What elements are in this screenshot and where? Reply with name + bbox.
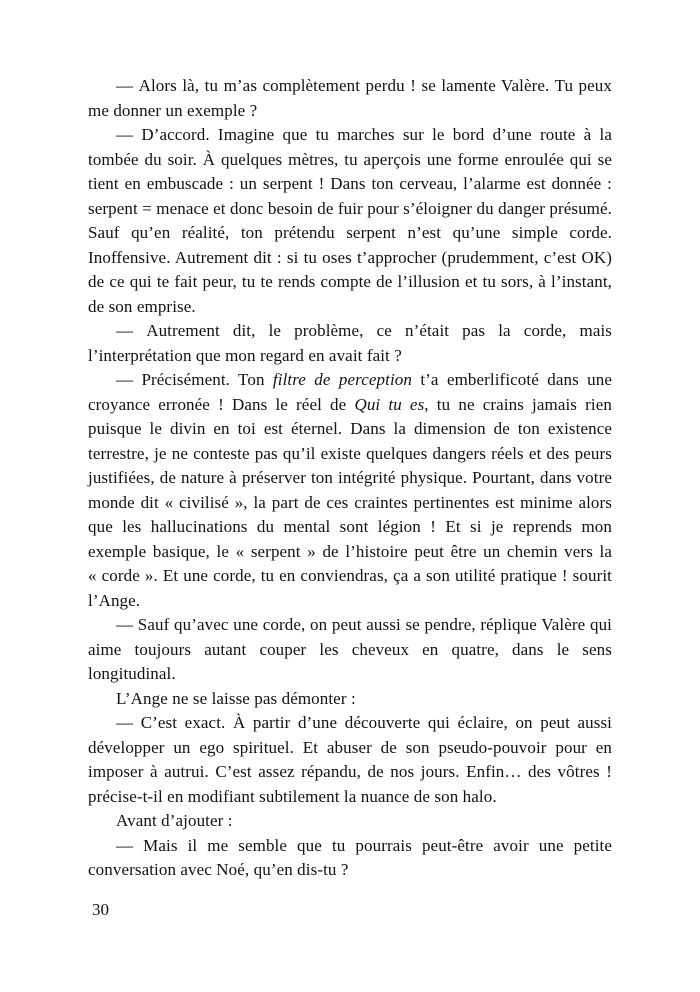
- text-run: — D’accord. Imagine que tu marches sur le bord d’une route à la tombée du soir. À quelques mètres, tu aperçois une forme enroulée qui se tient en embuscade : un serpent ! Dans ton cerveau, l’alarme est donnée : serpent = menace et donc besoin de fuir pour s’éloigner du danger présumé. Sauf qu’en réalité, ton prétendu serpent n’est qu’une simple corde. Inoffensive. Autrement dit : si tu oses t’approcher (prudemment, c’est OK) de ce qui te fait peur, tu te rends compte de l’illusion et tu sors, à l’instant, de son emprise.: [88, 125, 612, 316]
- text-run: — Alors là, tu m’as complètement perdu ! se lamente Valère. Tu peux me donner un exemple ?: [88, 76, 612, 120]
- paragraph: [88, 809, 612, 834]
- text-run: Avant d’ajouter :: [116, 811, 233, 830]
- page-text: [88, 74, 612, 883]
- text-run: — Sauf qu’avec une corde, on peut aussi se pendre, réplique Valère qui aime toujours autant couper les cheveux en quatre, dans le sens longitudinal.: [88, 615, 612, 683]
- page-number: 30: [92, 900, 109, 919]
- paragraph: [88, 368, 612, 613]
- text-run: , tu ne crains jamais rien puisque le divin en toi est éternel. Dans la dimension de ton existence terrestre, je ne conteste pas qu’il existe quelques dangers réels et des peurs justifiées, de nature à préserver ton intégrité physique. Pourtant, dans votre monde dit « civilisé », la part de ces craintes pertinentes est minime alors que les hallucinations du mental sont légion ! Et si je reprends mon exemple basique, le « serpent » de l’histoire peut être un chemin vers la « corde ». Et une corde, tu en conviendras, ça a son utilité pratique ! sourit l’Ange.: [88, 394, 612, 610]
- text-run: — Autrement dit, le problème, ce n’était pas la corde, mais l’interprétation que mon regard en avait fait ?: [88, 321, 612, 365]
- paragraph: [88, 687, 612, 712]
- paragraph: [88, 319, 612, 368]
- paragraph: [88, 74, 612, 123]
- text-run: L’Ange ne se laisse pas démonter :: [116, 688, 356, 708]
- italic-text-run: Qui tu es: [354, 394, 425, 414]
- paragraph: [88, 613, 612, 687]
- text-run: — Précisément. Ton: [116, 370, 273, 389]
- text-run: t’a emberlificoté dans une croyance erronée ! Dans le réel de: [88, 370, 612, 414]
- paragraph: [88, 123, 612, 319]
- text-run: — C’est exact. À partir d’une découverte qui éclaire, on peut aussi développer un ego spirituel. Et abuser de son pseudo-pouvoir pour en imposer à autrui. C’est assez répandu, de nos jours. Enfin… des vôtres ! précise-t-il en modifiant subtilement la nuance de son halo.: [88, 713, 612, 806]
- italic-text-run: filtre de perception: [272, 370, 412, 389]
- paragraph: [88, 834, 612, 883]
- text-run: — Mais il me semble que tu pourrais peut-être avoir une petite conversation avec Noé, qu’en dis-tu ?: [88, 835, 612, 879]
- paragraph: [88, 711, 612, 809]
